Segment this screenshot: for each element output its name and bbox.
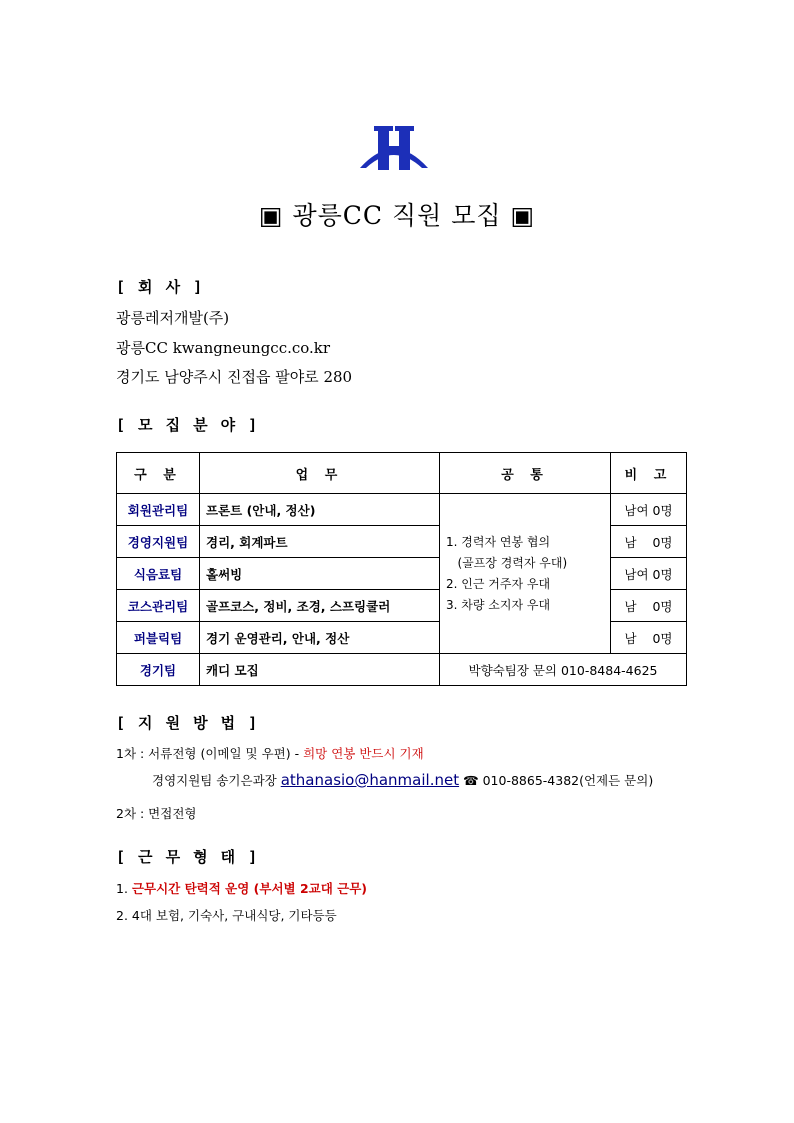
duty-cell: 프론트 (안내, 정산) [200, 494, 440, 526]
table-row [117, 494, 687, 526]
email-link[interactable]: athanasio@hanmail.net [280, 771, 460, 789]
apply-first-stage [116, 744, 424, 762]
apply-first-text: 1차 : 서류전형 (이메일 및 우편) - [116, 746, 304, 761]
header-duty: 업 무 [200, 453, 440, 494]
condition-item-2: 2. 4대 보험, 기숙사, 구내식당, 기타등등 [116, 908, 337, 923]
company-address: 경기도 남양주시 진접읍 팔야로 280 [116, 368, 353, 386]
apply-first-highlight: 희망 연봉 반드시 기재 [303, 746, 424, 761]
duty-cell: 경리, 회계파트 [200, 526, 440, 558]
apply-second-stage: 2차 : 면접전형 [116, 806, 197, 821]
note-cell: 남여 0명 [611, 494, 687, 526]
contact-person: 경영지원팀 송기은과장 [152, 773, 277, 788]
page-title: ▣ 광릉CC 직원 모집 ▣ [258, 201, 536, 230]
common-item: 2. 인근 거주자 우대 [446, 576, 551, 591]
company-heading: [ 회 사 ] [116, 278, 205, 296]
condition-item-1 [116, 879, 367, 897]
team-cell: 회원관리팀 [117, 494, 200, 526]
duty-cell: 캐디 모집 [200, 654, 440, 686]
company-site: 광릉CC kwangneungcc.co.kr [116, 339, 331, 357]
common-item: 1. 경력자 연봉 협의 [446, 534, 551, 549]
team-cell: 코스관리팀 [117, 590, 200, 622]
duty-cell: 골프코스, 정비, 조경, 스프링쿨러 [200, 590, 440, 622]
apply-heading: [ 지 원 방 법 ] [116, 714, 260, 732]
team-cell: 경영지원팀 [117, 526, 200, 558]
note-cell: 남여 0명 [611, 558, 687, 590]
duty-cell: 경기 운영관리, 안내, 정산 [200, 622, 440, 654]
duty-cell: 홀써빙 [200, 558, 440, 590]
common-item: 3. 차량 소지자 우대 [446, 597, 551, 612]
team-cell: 퍼블릭팀 [117, 622, 200, 654]
header-category: 구 분 [117, 453, 200, 494]
note-cell: 남 0명 [611, 622, 687, 654]
common-item: (골프장 경력자 우대) [446, 555, 568, 570]
table-row [117, 654, 687, 686]
note-cell: 남 0명 [611, 526, 687, 558]
team-cell: 경기팀 [117, 654, 200, 686]
header-note: 비 고 [611, 453, 687, 494]
common-cell [440, 494, 611, 654]
header-common: 공 통 [440, 453, 611, 494]
recruit-heading: [ 모 집 분 야 ] [116, 416, 260, 434]
condition-number: 1. [116, 881, 128, 896]
company-name: 광릉레저개발(주) [116, 309, 230, 327]
recruit-table [116, 452, 687, 686]
conditions-heading: [ 근 무 형 태 ] [116, 848, 260, 866]
contact-phone: ☎ 010-8865-4382(언제든 문의) [463, 773, 654, 788]
team-cell: 식음료팀 [117, 558, 200, 590]
contact-cell: 박향숙팀장 문의 010-8484-4625 [440, 654, 687, 686]
gwangneung-cc-logo-icon [356, 120, 432, 176]
note-cell: 남 0명 [611, 590, 687, 622]
apply-contact [152, 771, 653, 789]
condition-text: 근무시간 탄력적 운영 (부서별 2교대 근무) [131, 881, 368, 896]
